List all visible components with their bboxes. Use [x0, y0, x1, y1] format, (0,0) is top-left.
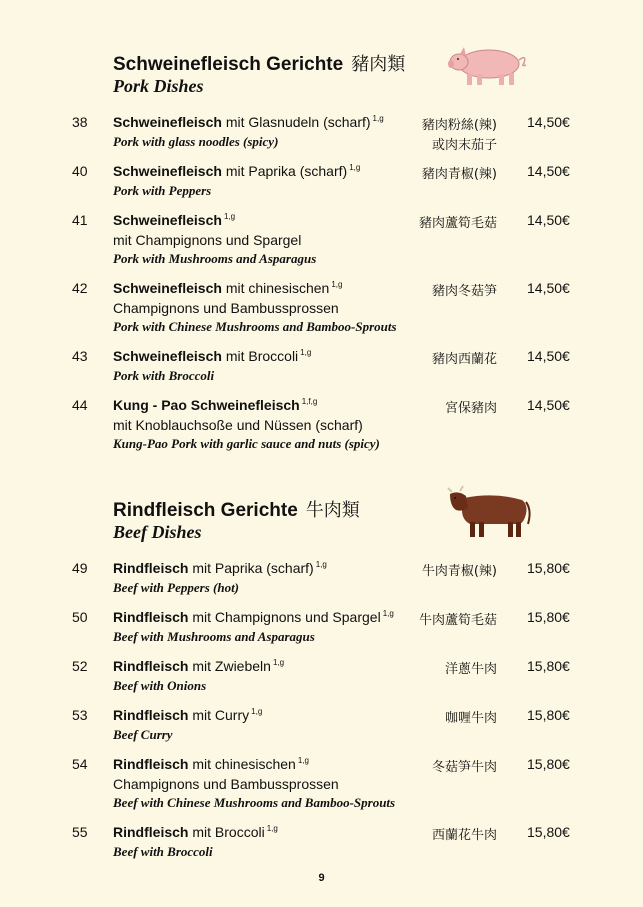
section-subtitle-beef: Beef Dishes	[113, 522, 202, 542]
item-chinese: 豬肉粉絲(辣)	[421, 118, 497, 133]
item-price: 15,80€	[527, 824, 570, 840]
item-name-cont: Champignons und Bambussprossen	[113, 300, 339, 316]
item-price: 15,80€	[527, 707, 570, 723]
item-number: 52	[72, 658, 88, 674]
item-number: 53	[72, 707, 88, 723]
item-chinese: 冬菇笋牛肉	[431, 760, 497, 775]
item-english: Pork with Broccoli	[113, 368, 215, 383]
item-number: 40	[72, 163, 88, 179]
item-price: 14,50€	[527, 348, 570, 364]
item-name: Schweinefleisch mit Broccoli $^{1,g}$	[113, 348, 312, 364]
item-chinese: 洋蔥牛肉	[444, 662, 497, 677]
section-title-pork	[113, 50, 405, 76]
section-title-zh: 豬肉類	[351, 54, 406, 75]
item-number: 41	[72, 212, 88, 228]
item-chinese: 咖喱牛肉	[444, 711, 497, 726]
item-english: Beef with Chinese Mushrooms and Bamboo-Sprouts	[113, 795, 396, 810]
item-name: Rindfleisch mit Paprika (scharf) $^{1,g}$	[113, 560, 327, 576]
item-name: Schweinefleisch mit chinesischen $^{1,g}$	[113, 280, 343, 296]
item-english: Kung-Pao Pork with garlic sauce and nuts (spicy)	[113, 436, 380, 451]
item-price: 14,50€	[527, 280, 570, 296]
item-english: Beef with Broccoli	[113, 844, 213, 859]
item-name: Schweinefleisch mit Glasnudeln (scharf) $^{1,g}$	[113, 114, 384, 130]
section-title-beef	[113, 496, 360, 522]
item-number: 54	[72, 756, 88, 772]
item-price: 15,80€	[527, 560, 570, 576]
item-chinese: 豬肉蘆筍毛菇	[418, 216, 497, 231]
item-price: 14,50€	[527, 114, 570, 130]
pig-icon	[447, 42, 531, 88]
item-english: Beef Curry	[113, 727, 173, 742]
section-title-de: Schweinefleisch Gerichte	[113, 54, 344, 75]
item-chinese: 牛肉蘆筍毛菇	[418, 613, 497, 628]
item-english: Beef with Peppers (hot)	[113, 580, 240, 595]
page-number: 9	[318, 872, 325, 884]
item-chinese: 豬肉冬菇笋	[431, 284, 497, 299]
item-name: Schweinefleisch mit Paprika (scharf) $^{1,g}$	[113, 163, 361, 179]
item-price: 15,80€	[527, 609, 570, 625]
item-price: 14,50€	[527, 397, 570, 413]
item-name-cont: mit Knoblauchsoße und Nüssen (scharf)	[113, 417, 363, 433]
item-number: 44	[72, 397, 88, 413]
item-number: 55	[72, 824, 88, 840]
item-name: Rindfleisch mit chinesischen $^{1,g}$	[113, 756, 309, 772]
section-title-de: Rindfleisch Gerichte	[113, 500, 298, 521]
item-chinese: 豬肉青椒(辣)	[421, 167, 497, 182]
item-number: 38	[72, 114, 88, 130]
item-name: Rindfleisch mit Broccoli $^{1,g}$	[113, 824, 278, 840]
item-name: Rindfleisch mit Champignons und Spargel $^{1,g}$	[113, 609, 394, 625]
item-chinese: 牛肉青椒(辣)	[421, 564, 497, 579]
item-price: 15,80€	[527, 658, 570, 674]
item-price: 14,50€	[527, 212, 570, 228]
item-chinese: 宮保豬肉	[444, 401, 497, 416]
item-price: 15,80€	[527, 756, 570, 772]
cow-icon	[446, 484, 534, 540]
section-title-zh: 牛肉類	[305, 500, 360, 521]
item-number: 43	[72, 348, 88, 364]
item-name: Schweinefleisch $^{1,g}$	[113, 212, 236, 228]
item-english: Beef with Onions	[113, 678, 207, 693]
item-chinese-alt: 或肉末茄子	[431, 138, 497, 153]
item-number: 50	[72, 609, 88, 625]
item-name: Kung - Pao Schweinefleisch $^{1,f,g}$	[113, 397, 318, 413]
item-english: Beef with Mushrooms and Asparagus	[113, 629, 315, 644]
item-chinese: 西蘭花牛肉	[431, 828, 497, 843]
section-subtitle-pork: Pork Dishes	[113, 76, 204, 96]
item-chinese: 豬肉西蘭花	[431, 352, 497, 367]
item-name-cont: Champignons und Bambussprossen	[113, 776, 339, 792]
item-name: Rindfleisch mit Zwiebeln $^{1,g}$	[113, 658, 285, 674]
item-english: Pork with glass noodles (spicy)	[113, 134, 279, 149]
item-price: 14,50€	[527, 163, 570, 179]
item-english: Pork with Chinese Mushrooms and Bamboo-Sprouts	[113, 319, 397, 334]
item-english: Pork with Peppers	[113, 183, 212, 198]
item-english: Pork with Mushrooms and Asparagus	[113, 251, 317, 266]
item-number: 49	[72, 560, 88, 576]
item-name: Rindfleisch mit Curry $^{1,g}$	[113, 707, 263, 723]
item-name-cont: mit Champignons und Spargel	[113, 232, 302, 248]
item-number: 42	[72, 280, 88, 296]
